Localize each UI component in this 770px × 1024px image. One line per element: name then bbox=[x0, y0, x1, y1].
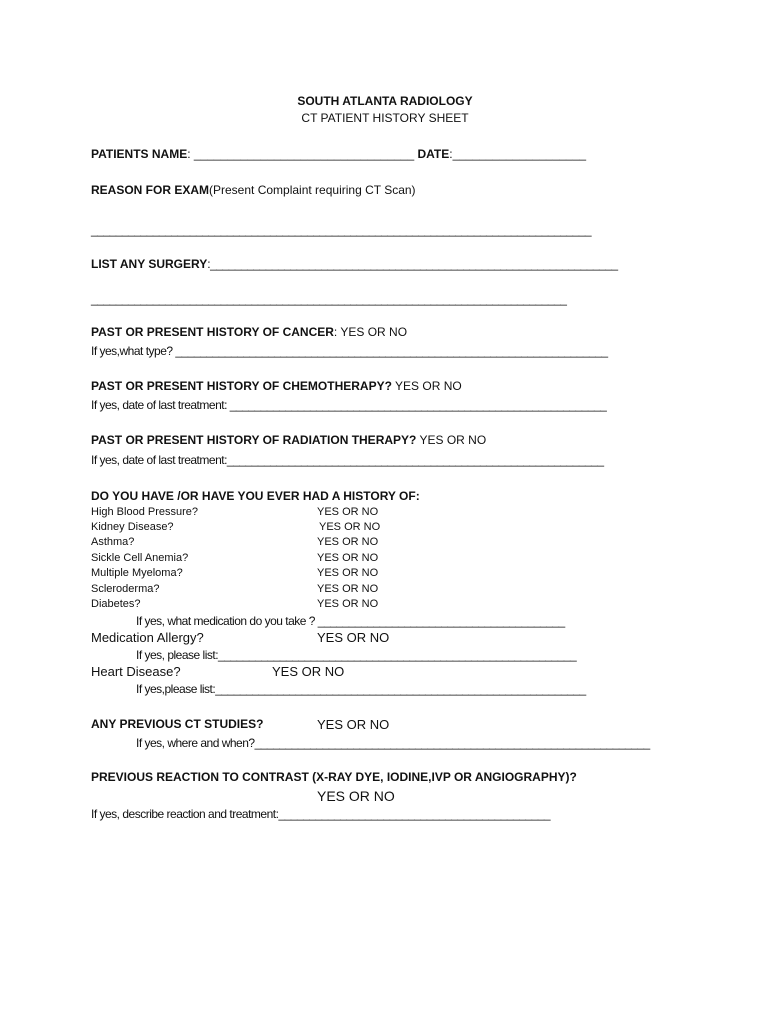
history-item-answer[interactable]: YES OR NO bbox=[317, 506, 379, 518]
heart-disease-label: Heart Disease? bbox=[91, 664, 181, 679]
date-label: DATE bbox=[417, 147, 450, 161]
heart-disease-list-field[interactable]: If yes,please list:____________________________________________________________ bbox=[136, 682, 586, 696]
history-item-answer[interactable]: YES OR NO bbox=[317, 552, 379, 564]
reason-hint: (Present Complaint requiring CT Scan) bbox=[209, 183, 416, 197]
heart-disease-answer[interactable]: YES OR NO bbox=[272, 664, 345, 679]
contrast-reaction-field[interactable]: If yes, describe reaction and treatment:____________________________________________ bbox=[91, 807, 551, 821]
reason-label: REASON FOR EXAM bbox=[91, 183, 210, 197]
medication-allergy-list-field[interactable]: If yes, please list:__________________________________________________________ bbox=[136, 648, 577, 662]
contrast-question: PREVIOUS REACTION TO CONTRAST (X-RAY DYE, IODINE,IVP OR ANGIOGRAPHY)? bbox=[91, 770, 577, 784]
history-item-answer[interactable]: YES OR NO bbox=[317, 598, 379, 610]
radiation-date-field[interactable]: If yes, date of last treatment:_____________________________________________________________ bbox=[91, 453, 604, 467]
reason-row bbox=[91, 184, 416, 196]
chemo-row bbox=[91, 380, 462, 392]
reason-field[interactable]: _________________________________________________________________________________ bbox=[91, 223, 592, 237]
history-item-label: Scleroderma? bbox=[91, 583, 160, 595]
diabetes-medication-field[interactable]: If yes, what medication do you take ? ________________________________________ bbox=[136, 614, 565, 628]
history-item-label: Asthma? bbox=[91, 536, 135, 548]
patient-name-label: PATIENTS NAME bbox=[91, 147, 188, 161]
history-item-label: High Blood Pressure? bbox=[91, 506, 199, 518]
surgery-row bbox=[91, 258, 618, 270]
radiation-question: PAST OR PRESENT HISTORY OF RADIATION THERAPY? bbox=[91, 433, 417, 447]
ct-studies-where-field[interactable]: If yes, where and when?________________________________________________________________ bbox=[136, 736, 650, 750]
date-field[interactable]: :____________________ bbox=[449, 147, 587, 161]
form-sheet-title: CT PATIENT HISTORY SHEET bbox=[301, 111, 469, 125]
history-item-answer[interactable]: YES OR NO bbox=[317, 536, 379, 548]
history-item-label: Multiple Myeloma? bbox=[91, 567, 183, 579]
history-item-label: Kidney Disease? bbox=[91, 521, 174, 533]
chemo-date-field[interactable]: If yes, date of last treatment: _____________________________________________________________ bbox=[91, 398, 607, 412]
history-item-label: Diabetes? bbox=[91, 598, 141, 610]
cancer-type-field[interactable]: If yes,what type? ______________________________________________________________________ bbox=[91, 344, 608, 358]
medication-allergy-label: Medication Allergy? bbox=[91, 630, 204, 645]
radiation-answer[interactable]: YES OR NO bbox=[416, 433, 487, 447]
radiation-row bbox=[91, 434, 486, 446]
history-item-answer[interactable]: YES OR NO bbox=[317, 583, 379, 595]
surgery-field-line-2[interactable]: _____________________________________________________________________________ bbox=[91, 292, 567, 306]
patient-name-field[interactable]: : _________________________________ bbox=[187, 147, 415, 161]
chemo-answer[interactable]: YES OR NO bbox=[391, 379, 462, 393]
ct-studies-question: ANY PREVIOUS CT STUDIES? bbox=[91, 717, 264, 731]
form-org-title: SOUTH ATLANTA RADIOLOGY bbox=[297, 94, 473, 108]
chemo-question: PAST OR PRESENT HISTORY OF CHEMOTHERAPY? bbox=[91, 379, 392, 393]
history-item-label: Sickle Cell Anemia? bbox=[91, 552, 189, 564]
history-item-answer[interactable]: YES OR NO bbox=[319, 521, 381, 533]
medication-allergy-answer[interactable]: YES OR NO bbox=[317, 630, 390, 645]
contrast-answer[interactable]: YES OR NO bbox=[317, 788, 395, 804]
history-item-answer[interactable]: YES OR NO bbox=[317, 567, 379, 579]
surgery-field[interactable]: :__________________________________________________________________ bbox=[207, 257, 618, 271]
ct-studies-answer[interactable]: YES OR NO bbox=[317, 717, 390, 732]
cancer-row bbox=[91, 326, 407, 338]
history-heading: DO YOU HAVE /OR HAVE YOU EVER HAD A HISTORY OF: bbox=[91, 489, 420, 503]
surgery-label: LIST ANY SURGERY bbox=[91, 257, 208, 271]
cancer-answer[interactable]: : YES OR NO bbox=[333, 325, 408, 339]
patient-name-row bbox=[91, 148, 586, 160]
cancer-question: PAST OR PRESENT HISTORY OF CANCER bbox=[91, 325, 334, 339]
